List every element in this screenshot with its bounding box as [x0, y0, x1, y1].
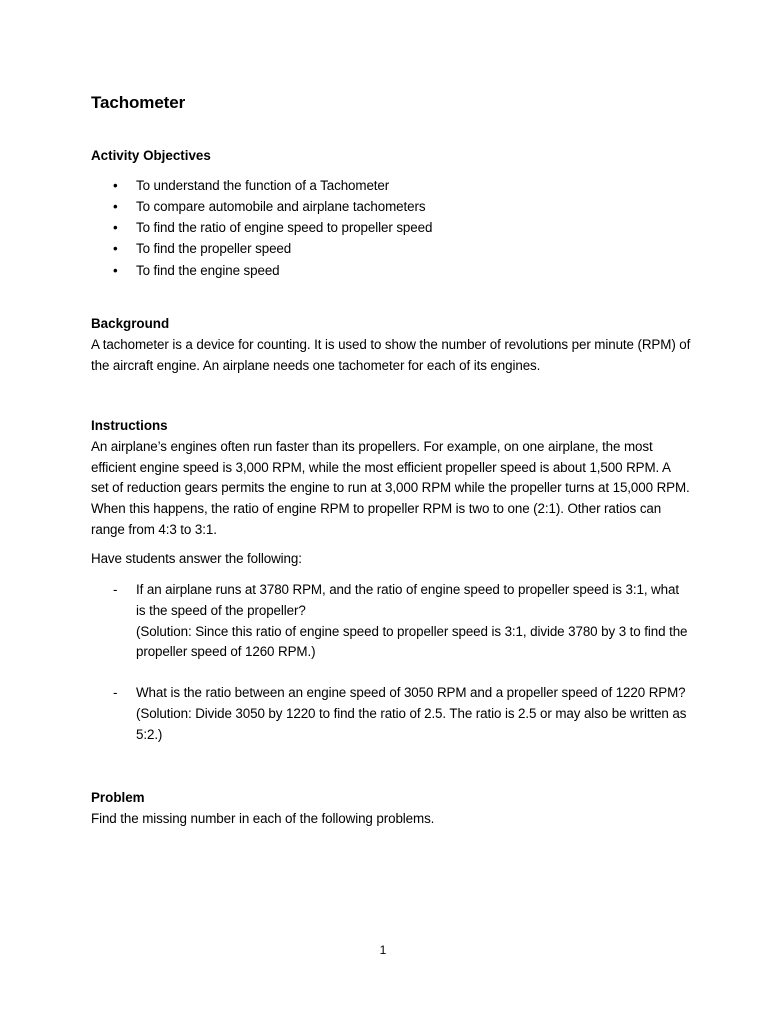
bullet-icon: • [113, 241, 118, 257]
solution-text: (Solution: Since this ratio of engine speed to propeller speed is 3:1, divide 3780 by 3 to find the propeller speed of 1260 RPM.) [136, 623, 688, 660]
students-prompt: Have students answer the following: [91, 551, 302, 566]
objective-text: To find the engine speed [136, 262, 280, 278]
questions-list [91, 580, 691, 746]
bullet-icon: • [113, 220, 118, 236]
objective-item [91, 238, 691, 259]
background-heading: Background [91, 316, 170, 331]
problem-heading: Problem [91, 790, 145, 805]
question-text: What is the ratio between an engine speed of 3050 RPM and a propeller speed of 1220 RPM? [136, 685, 686, 701]
problem-section [91, 788, 691, 830]
objectives-section [91, 146, 691, 281]
dash-icon: - [113, 685, 118, 701]
page-title: Tachometer [91, 93, 186, 112]
objective-item [91, 196, 691, 217]
background-paragraph: A tachometer is a device for counting. It is used to show the number of revolutions per minute (RPM) of the aircraft engine. An airplane needs one tachometer for each of its engines. [91, 336, 691, 373]
objectives-heading: Activity Objectives [91, 148, 211, 163]
instructions-paragraph: An airplane’s engines often run faster than its propellers. For example, on one airplane, the most efficient engine speed is 3,000 RPM, while the most efficient propeller speed is about 1,500 RPM. A set of reduction gears permits the engine to run at 3,000 RPM while the propeller turns at 15,000 RPM. When this happens, the ratio of engine RPM to propeller RPM is two to one (2:1). Other ratios can range from 4:3 to 3:1. [91, 438, 690, 537]
objective-text: To understand the function of a Tachometer [136, 177, 390, 193]
document-page [91, 0, 691, 1024]
dash-icon: - [113, 582, 118, 597]
objective-text: To find the ratio of engine speed to propeller speed [136, 220, 433, 236]
objective-item [91, 175, 691, 196]
question-item [91, 683, 691, 745]
bullet-icon: • [113, 199, 118, 214]
objective-text: To compare automobile and airplane tachometers [136, 199, 426, 214]
question-text: If an airplane runs at 3780 RPM, and the ratio of engine speed to propeller speed is 3:1, what is the speed of the propeller? [136, 582, 679, 618]
objectives-list [91, 175, 691, 281]
instructions-heading: Instructions [91, 418, 168, 433]
objective-text: To find the propeller speed [136, 241, 292, 257]
problem-paragraph: Find the missing number in each of the following problems. [91, 810, 435, 826]
objective-item [91, 217, 691, 238]
page-number: 1 [379, 943, 387, 957]
instructions-section [91, 416, 691, 541]
solution-text: (Solution: Divide 3050 by 1220 to find the ratio of 2.5. The ratio is 2.5 or may also be written as 5:2.) [136, 705, 687, 742]
question-item [91, 580, 691, 663]
objective-item [91, 260, 691, 281]
background-section [91, 314, 691, 376]
bullet-icon: • [113, 262, 118, 278]
bullet-icon: • [113, 177, 118, 193]
